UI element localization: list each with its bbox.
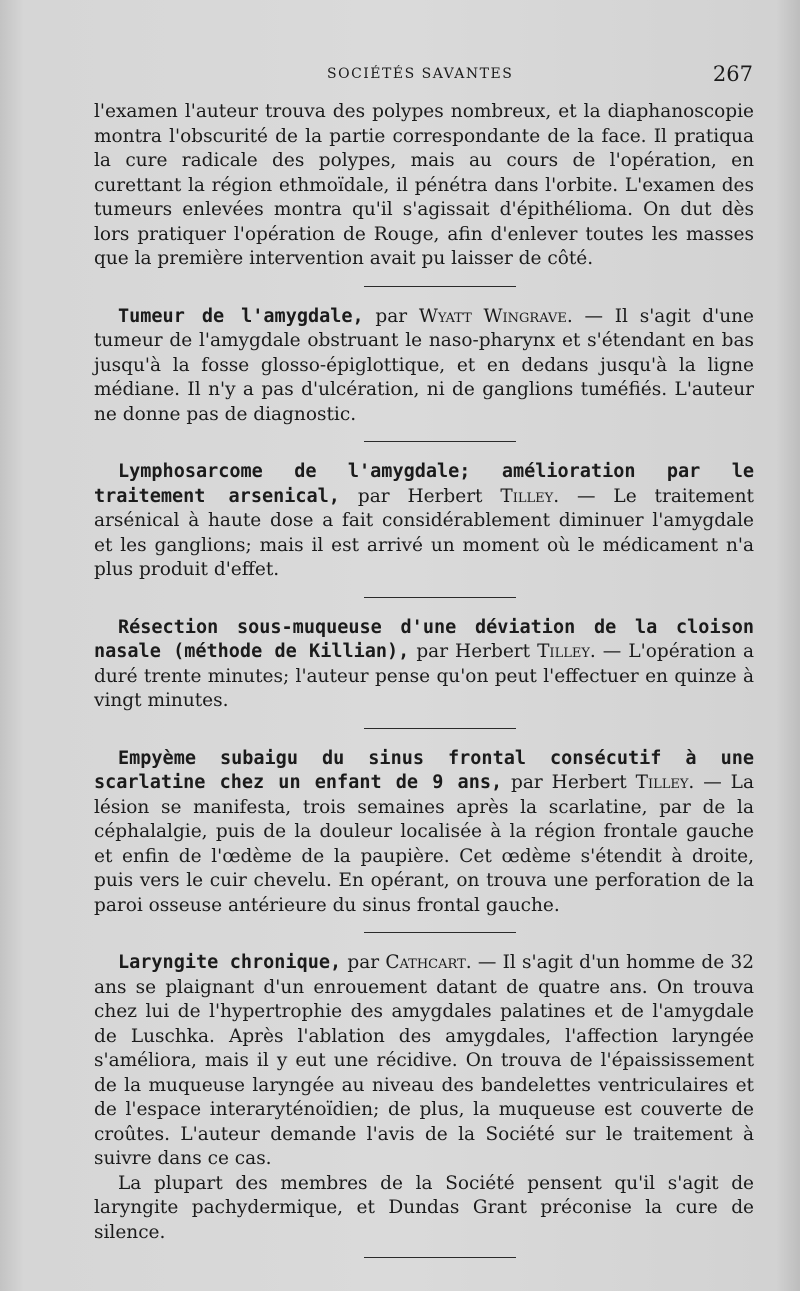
by-text: par xyxy=(363,305,419,327)
section-text: La lésion se manifesta, trois semaines après la scarlatine, par de la céphalalgie, puis de la douleur localisée à la région frontale gauche et enfin de l'œdème de la paupière. Cet œdème s'étendit à droite, puis vers le cuir chevelu. En opérant, on trouva une perforation de la paroi osseuse antérieure du sinus frontal gauche. xyxy=(94,772,754,916)
separator: . — xyxy=(566,305,615,327)
section-text: L'opération a duré trente minutes; l'auteur pense qu'on peut l'effectuer en quinze à vingt minutes. xyxy=(94,641,754,711)
section-laryngite-followup: La plupart des membres de la Société pensent qu'il s'agit de laryngite pachydermique, et Dundas Grant préconise la cure de silence. xyxy=(94,1172,754,1243)
by-text: par Herbert xyxy=(409,641,538,662)
author-name: Cathcart xyxy=(385,952,466,973)
author-name: Tilley xyxy=(537,641,590,662)
by-text: par Herbert xyxy=(339,485,501,507)
by-text: par xyxy=(341,952,386,973)
section-title: Laryngite chronique, xyxy=(118,952,342,973)
page-number: 267 xyxy=(712,62,753,86)
section-divider xyxy=(364,286,516,287)
section-empyeme xyxy=(94,747,754,919)
by-text: par Herbert xyxy=(502,772,636,793)
section-text: Il s'agit d'un homme de 32 ans se plaignant d'un enrouement datant de quatre ans. On trouva chez lui de l'hypertrophie des amygdales palatines et de l'amygdale de Luschka. Après l'ablation des amygdales, l'affection laryngée s'améliora, mais il y eut une récidive. On trouva de l'épaississement de la muqueuse laryngée au niveau des bandelettes ventriculaires et de l'espace interaryténoïdien; de plus, la muqueuse est couverte de croûtes. L'auteur demande l'avis de la Société sur le traitement à suivre dans ce cas. xyxy=(94,952,754,1169)
section-title: Empyème subaigu du sinus frontal consécutif à une scarlatine chez un enfant de 9 ans, xyxy=(94,747,754,793)
section-divider xyxy=(364,441,516,442)
section-title: Lymphosarcome de l'amygdale; amélioration par le traitement arsenical, xyxy=(94,461,754,507)
section-tumeur-amygdale xyxy=(94,305,754,428)
intro-paragraph: l'examen l'auteur trouva des polypes nombreux, et la diaphanoscopie montra l'obscurité de la partie correspondante de la face. Il pratiqua la cure radicale des polypes, mais au cours de l'opération, en curettant la région ethmoïdale, il pénétra dans l'orbite. L'examen des tumeurs enlevées montra qu'il s'agissait d'épithélioma. On dut dès lors pratiquer l'opération de Rouge, afin d'enlever toutes les masses que la première intervention avait pu laisser de côté. xyxy=(94,101,754,269)
author-name: Wyatt Wingrave xyxy=(418,305,567,327)
author-name: Tilley xyxy=(635,772,689,793)
section-divider xyxy=(364,728,516,729)
section-divider xyxy=(364,1257,516,1258)
section-divider xyxy=(364,597,516,598)
separator: . — xyxy=(465,952,503,973)
author-name: Tilley xyxy=(500,485,554,507)
page-header xyxy=(0,62,800,86)
separator: . — xyxy=(688,772,731,793)
article-body xyxy=(94,100,754,1270)
section-laryngite xyxy=(94,951,754,1172)
section-text: Le traitement arsénical à haute dose a fait considérablement diminuer l'amygdale et les ganglions; mais il est arrivé un moment où le médicament n'a plus produit d'effet. xyxy=(94,485,754,580)
section-divider xyxy=(364,932,516,933)
section-title: Tumeur de l'amygdale, xyxy=(118,305,364,327)
section-title: Résection sous-muqueuse d'une déviation de la cloison nasale (méthode de Killian), xyxy=(94,616,754,662)
section-lymphosarcome xyxy=(94,460,754,583)
section-resection xyxy=(94,616,754,714)
separator: . — xyxy=(553,485,614,507)
separator: . — xyxy=(589,641,629,662)
running-title: SOCIÉTÉS SAVANTES xyxy=(327,66,514,82)
section-text: Il s'agit d'une tumeur de l'amygdale obstruant le naso-pharynx et s'étendant en bas jusqu'à la fosse glosso-épiglottique, et en dedans jusqu'à la ligne médiane. Il n'y a pas d'ulcération, ni de ganglions tuméfiés. L'auteur ne donne pas de diagnostic. xyxy=(94,305,754,425)
